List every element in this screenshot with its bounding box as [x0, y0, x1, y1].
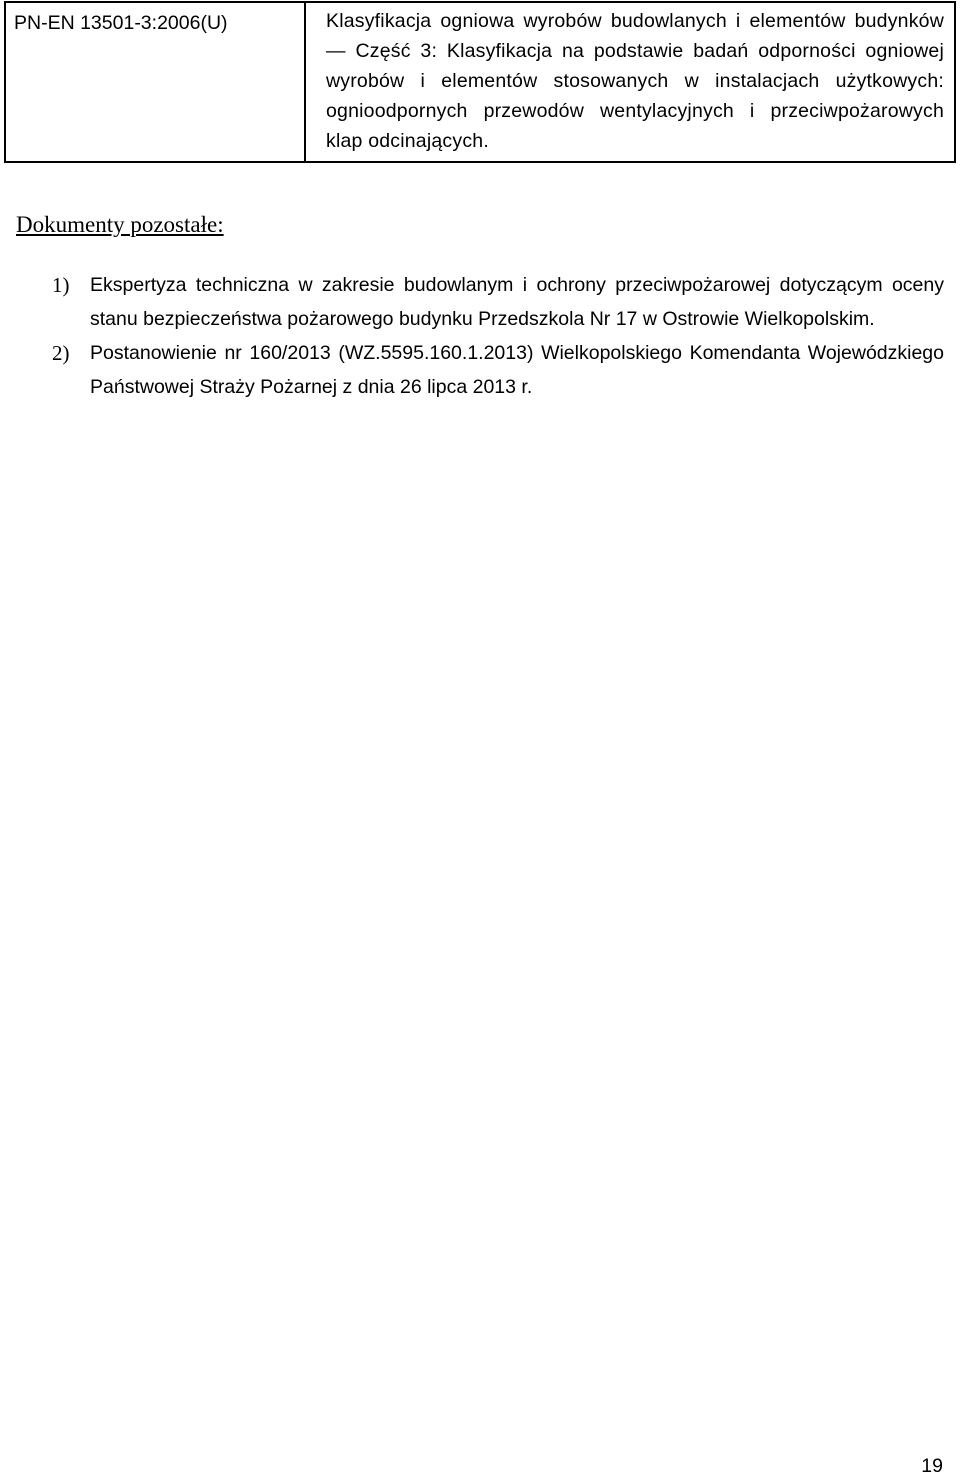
section-heading-other-documents: Dokumenty pozostałe: [16, 212, 224, 237]
page-number: 19 [921, 1455, 943, 1477]
standard-code: PN-EN 13501-3:2006(U) [5, 2, 305, 162]
list-item [52, 336, 944, 404]
list-item-text: Postanowienie nr 160/2013 (WZ.5595.160.1.2013) Wielkopolskiego Komendanta Wojewódzkiego Państwowej Straży Pożarnej z dnia 26 lipca 2013 r. [90, 342, 944, 398]
standard-reference-row [5, 2, 955, 162]
list-item-text: Ekspertyza techniczna w zakresie budowlanym i ochrony przeciwpożarowej dotyczącym oceny stanu bezpieczeństwa pożarowego budynku Przedszkola Nr 17 w Ostrowie Wielkopolskim. [90, 274, 944, 330]
other-documents-list [52, 268, 944, 404]
standard-title: Klasyfikacja ogniowa wyrobów budowlanych i elementów budynków — Część 3: Klasyfikacja na podstawie badań odporności ogniowej wyrobów i elementów stosowanych w instalacjach użytkowych: ognioodpornych przewodów wentylacyjnych i przeciwpożarowych klap odcinających. [305, 2, 955, 162]
list-item [52, 268, 944, 336]
list-item-number: 2) [52, 341, 70, 365]
standard-reference-table [4, 1, 956, 163]
list-item-number: 1) [52, 273, 70, 297]
